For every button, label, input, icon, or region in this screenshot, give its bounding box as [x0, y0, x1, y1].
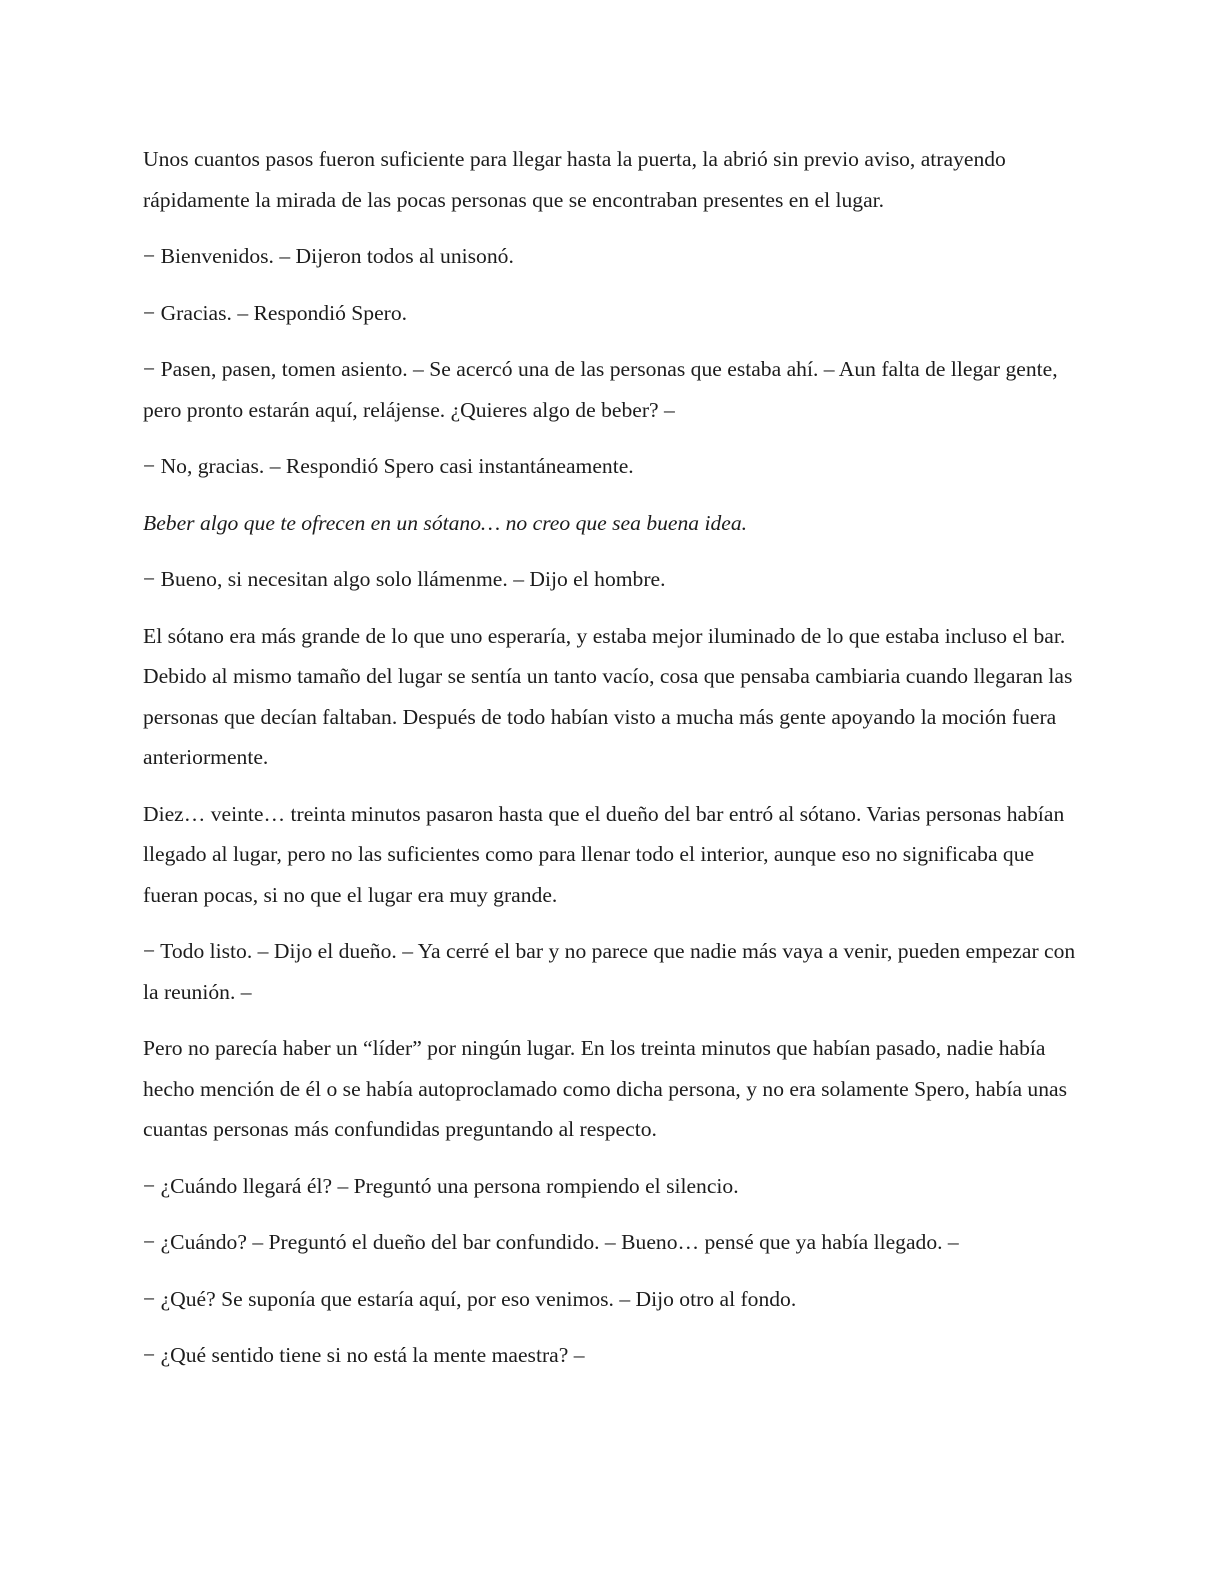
paragraph-11: Pero no parecía haber un “líder” por ningún lugar. En los treinta minutos que habían pasado, nadie había hecho mención de él o se había autoproclamado como dicha persona, y no era solamente Spero, había unas cuantas personas más confundidas preguntando al respecto.	[143, 1036, 1068, 1141]
paragraph-2: − Bienvenidos. – Dijeron todos al unisonó.	[143, 244, 514, 268]
paragraph-6-italic-thought: Beber algo que te ofrecen en un sótano… no creo que sea buena idea.	[143, 510, 748, 535]
document-page	[143, 139, 1078, 1392]
paragraph-3: − Gracias. – Respondió Spero.	[143, 300, 408, 325]
paragraph-8: El sótano era más grande de lo que uno esperaría, y estaba mejor iluminado de lo que estaba incluso el bar. Debido al mismo tamaño del lugar se sentía un tanto vacío, cosa que pensaba cambiaria cuando llegaran las personas que decían faltaban. Después de todo habían visto a mucha más gente apoyando la moción fuera anteriormente.	[143, 623, 1073, 769]
paragraph-1: Unos cuantos pasos fueron suficiente para llegar hasta la puerta, la abrió sin previo aviso, atrayendo rápidamente la mirada de las pocas personas que se encontraban presentes en el lugar.	[143, 147, 1006, 212]
paragraph-4: − Pasen, pasen, tomen asiento. – Se acercó una de las personas que estaba ahí. – Aun falta de llegar gente, pero pronto estarán aquí, relájense. ¿Quieres algo de beber? –	[143, 357, 1058, 422]
paragraph-7: − Bueno, si necesitan algo solo llámenme. – Dijo el hombre.	[143, 567, 666, 591]
paragraph-14: − ¿Qué? Se suponía que estaría aquí, por eso venimos. – Dijo otro al fondo.	[143, 1286, 797, 1311]
paragraph-13: − ¿Cuándo? – Preguntó el dueño del bar confundido. – Bueno… pensé que ya había llegado. –	[143, 1230, 959, 1254]
paragraph-5: − No, gracias. – Respondió Spero casi instantáneamente.	[143, 454, 634, 478]
paragraph-9: Diez… veinte… treinta minutos pasaron hasta que el dueño del bar entró al sótano. Varias personas habían llegado al lugar, pero no las suficientes como para llenar todo el interior, aunque eso no significaba que fueran pocas, si no que el lugar era muy grande.	[143, 801, 1065, 907]
paragraph-15: − ¿Qué sentido tiene si no está la mente maestra? –	[143, 1343, 585, 1367]
paragraph-10: − Todo listo. – Dijo el dueño. – Ya cerré el bar y no parece que nadie más vaya a venir, pueden empezar con la reunión. –	[143, 939, 1076, 1004]
paragraph-12: − ¿Cuándo llegará él? – Preguntó una persona rompiendo el silencio.	[143, 1173, 739, 1198]
